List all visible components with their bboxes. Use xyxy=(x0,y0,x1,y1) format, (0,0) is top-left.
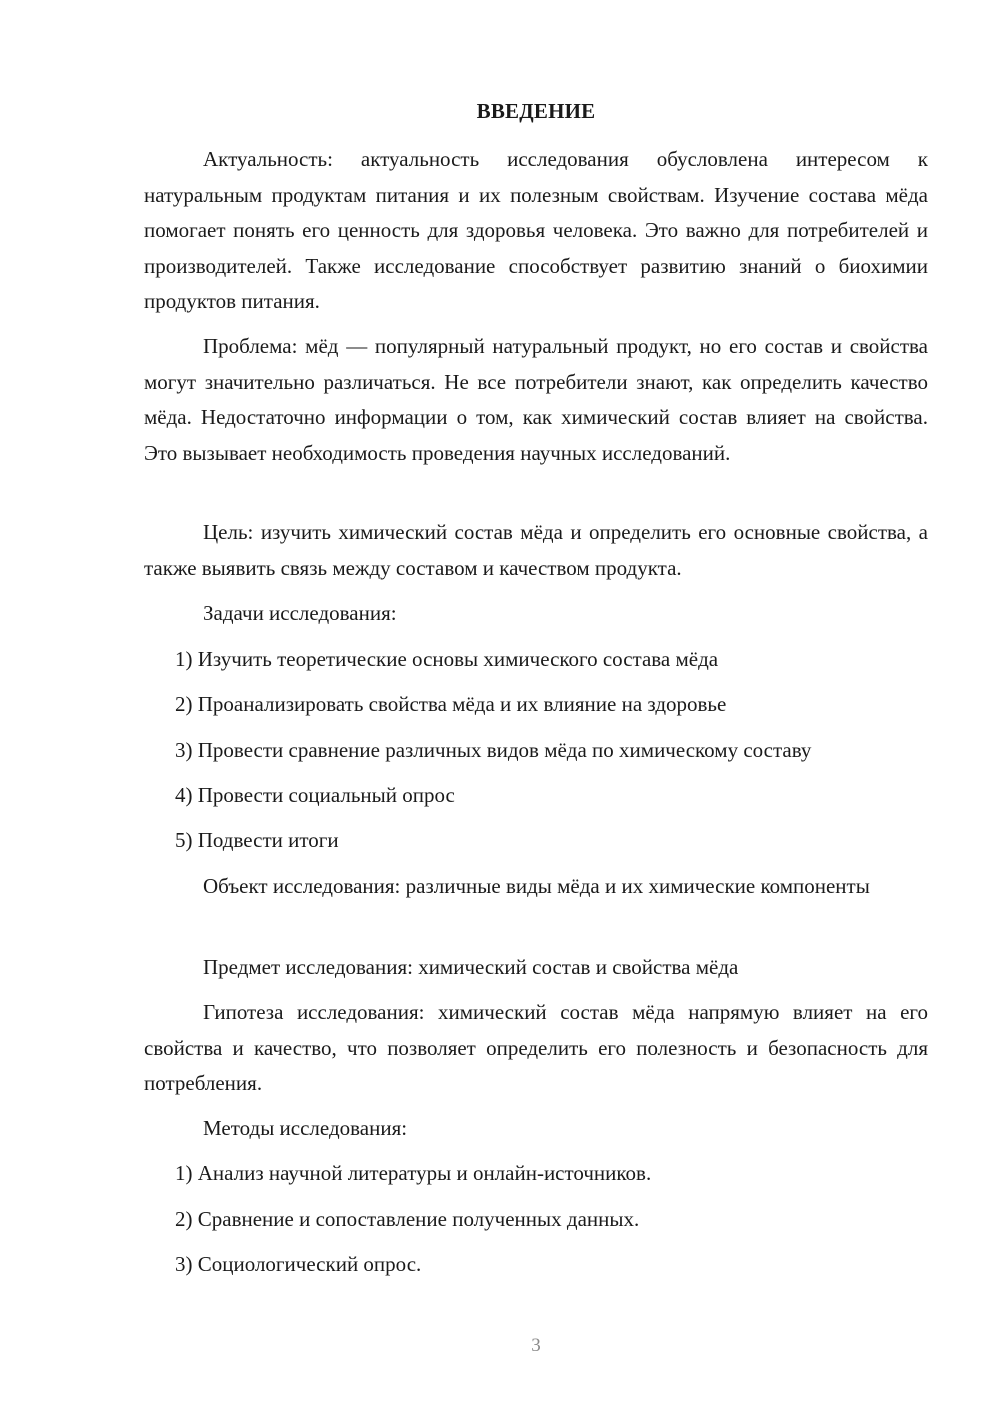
method-item-1: 1) Анализ научной литературы и онлайн-источников. xyxy=(175,1161,652,1185)
methods-heading: Методы исследования: xyxy=(203,1116,408,1140)
document-page xyxy=(144,0,928,1414)
tasks-heading: Задачи исследования: xyxy=(203,601,397,625)
task-item-4: 4) Провести социальный опрос xyxy=(175,783,455,807)
method-item-3: 3) Социологический опрос. xyxy=(175,1252,422,1276)
method-item-2: 2) Сравнение и сопоставление полученных данных. xyxy=(175,1207,640,1231)
hypothesis-paragraph: Гипотеза исследования: химический состав мёда напрямую влияет на его свойства и качество, что позволяет определить его полезность и безопасность для потребления. xyxy=(144,1000,928,1095)
page-title: ВВЕДЕНИЕ xyxy=(476,99,596,123)
object-paragraph: Объект исследования: различные виды мёда и их химические компоненты xyxy=(203,874,870,898)
goal-paragraph: Цель: изучить химический состав мёда и определить его основные свойства, а также выявить связь между составом и качеством продукта. xyxy=(144,520,928,580)
task-item-2: 2) Проанализировать свойства мёда и их влияние на здоровье xyxy=(175,692,727,716)
page-number: 3 xyxy=(531,1335,541,1356)
task-item-5: 5) Подвести итоги xyxy=(175,828,339,852)
problem-paragraph: Проблема: мёд — популярный натуральный продукт, но его состав и свойства могут значительно различаться. Не все потребители знают, как определить качество мёда. Недостаточно информации о том, как химический состав влияет на свойства. Это вызывает необходимость проведения научных исследований. xyxy=(144,334,928,465)
relevance-paragraph: Актуальность: актуальность исследования обусловлена интересом к натуральным продуктам питания и их полезным свойствам. Изучение состава мёда помогает понять его ценность для здоровья человека. Это важно для потребителей и производителей. Также исследование способствует развитию знаний о биохимии продуктов питания. xyxy=(144,147,928,313)
task-item-1: 1) Изучить теоретические основы химического состава мёда xyxy=(175,647,719,671)
task-item-3: 3) Провести сравнение различных видов мёда по химическому составу xyxy=(175,738,812,762)
subject-paragraph: Предмет исследования: химический состав и свойства мёда xyxy=(203,955,739,979)
